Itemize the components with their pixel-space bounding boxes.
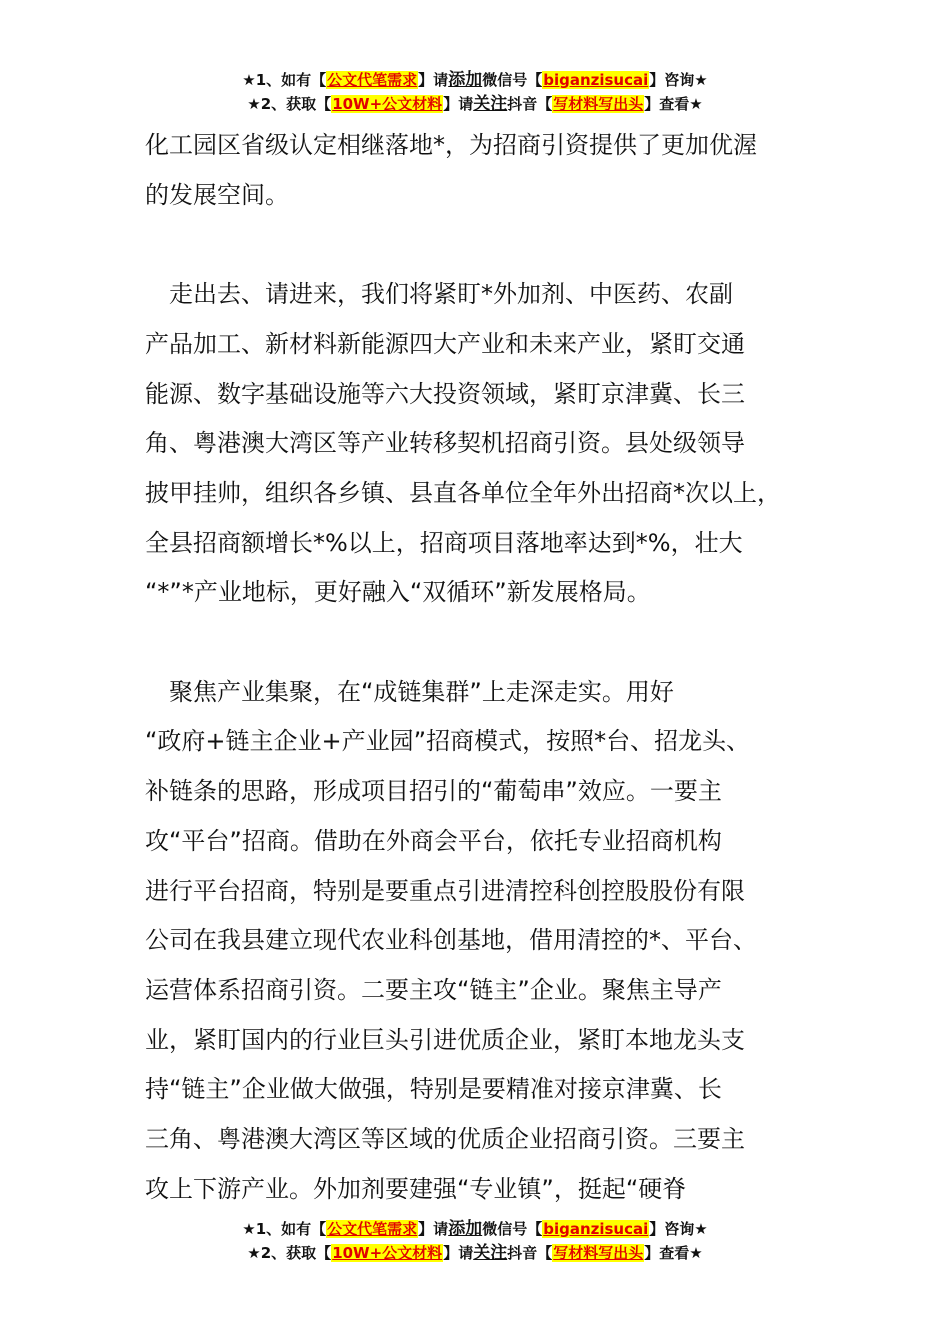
- text-line: 化工园区省级认定相继落地*，为招商引资提供了更加优渥: [145, 131, 757, 159]
- highlight-text: 10W+公文材料: [332, 1244, 443, 1262]
- highlight-text: biganzisucai: [543, 71, 649, 89]
- banner-text: 抖音【: [507, 95, 553, 113]
- text-line: 进行平台招商，特别是要重点引进清控科创控股股份有限: [145, 876, 745, 905]
- highlight-text: biganzisucai: [543, 1220, 649, 1238]
- banner-line2: [0, 92, 950, 116]
- text-line: 聚焦产业集聚，在“成链集群”上走深走实。用好: [145, 677, 674, 706]
- text-line: 能源、数字基础设施等六大投资领域，紧盯京津冀、长三: [145, 379, 745, 408]
- highlight-text: 公文代笔需求: [327, 71, 418, 89]
- text-line: 角、粤港澳大湾区等产业转移契机招商引资。县处级领导: [145, 429, 745, 458]
- banner-text: 】查看★: [644, 95, 703, 113]
- text-line: 产品加工、新材料新能源四大产业和未来产业，紧盯交通: [145, 329, 745, 358]
- banner-text: 抖音【: [507, 1244, 553, 1262]
- banner-text: 】请: [443, 95, 474, 113]
- banner-text: ★1、如有【: [242, 71, 327, 89]
- text-line: “*”*产业地标，更好融入“双循环”新发展格局。: [145, 578, 651, 607]
- text-line: 持“链主”企业做大做强，特别是要精准对接京津冀、长: [145, 1075, 722, 1104]
- banner-line1: [0, 1217, 950, 1241]
- text-line: 走出去、请进来，我们将紧盯*外加剂、中医药、农副: [145, 280, 733, 309]
- banner-text: ★2、获取【: [247, 1244, 332, 1262]
- banner-text: 】请: [443, 1244, 474, 1262]
- banner-line2: [0, 1241, 950, 1265]
- banner-text: ★2、获取【: [247, 95, 332, 113]
- underlined-text: 关注: [473, 1243, 508, 1263]
- banner-text: 】请: [418, 1220, 449, 1238]
- text-line: 三角、粤港澳大湾区等区域的优质企业招商引资。三要主: [145, 1125, 745, 1153]
- banner-text: 】请: [418, 71, 449, 89]
- highlight-text: 10W+公文材料: [332, 95, 443, 113]
- highlight-text: 写材料写出头: [553, 95, 644, 113]
- text-line: 公司在我县建立现代农业科创基地，借用清控的*、平台、: [145, 926, 757, 955]
- highlight-text: 公文代笔需求: [327, 1220, 418, 1238]
- text-line: 攻“平台”招商。借助在外商会平台，依托专业招商机构: [145, 826, 722, 855]
- text-line: 披甲挂帅，组织各乡镇、县直各单位全年外出招商*次以上，: [145, 478, 781, 507]
- banner-text: ★1、如有【: [242, 1220, 327, 1238]
- banner-text: 】咨询★: [649, 71, 708, 89]
- banner-line1: [0, 68, 950, 92]
- text-line: 业，紧盯国内的行业巨头引进优质企业，紧盯本地龙头支: [145, 1025, 745, 1054]
- text-line: “政府+链主企业+产业园”招商模式，按照*台、招龙头、: [145, 727, 751, 756]
- banner-text: 微信号【: [482, 1220, 543, 1238]
- banner-text: 】咨询★: [649, 1220, 708, 1238]
- highlight-text: 写材料写出头: [553, 1244, 644, 1262]
- text-line: 补链条的思路，形成项目招引的“葡萄串”效应。一要主: [145, 777, 722, 806]
- text-line: 全县招商额增长*%以上，招商项目落地率达到*%，壮大: [145, 528, 743, 557]
- underlined-text: 添加: [448, 70, 483, 90]
- banner-text: 】查看★: [644, 1244, 703, 1262]
- banner-text: 微信号【: [482, 71, 543, 89]
- text-line: 运营体系招商引资。二要主攻“链主”企业。聚焦主导产: [145, 975, 722, 1004]
- text-line: 攻上下游产业。外加剂要建强“专业镇”，挺起“硬脊: [145, 1174, 687, 1203]
- underlined-text: 关注: [473, 94, 508, 114]
- underlined-text: 添加: [448, 1219, 483, 1239]
- text-line: 的发展空间。: [145, 180, 289, 209]
